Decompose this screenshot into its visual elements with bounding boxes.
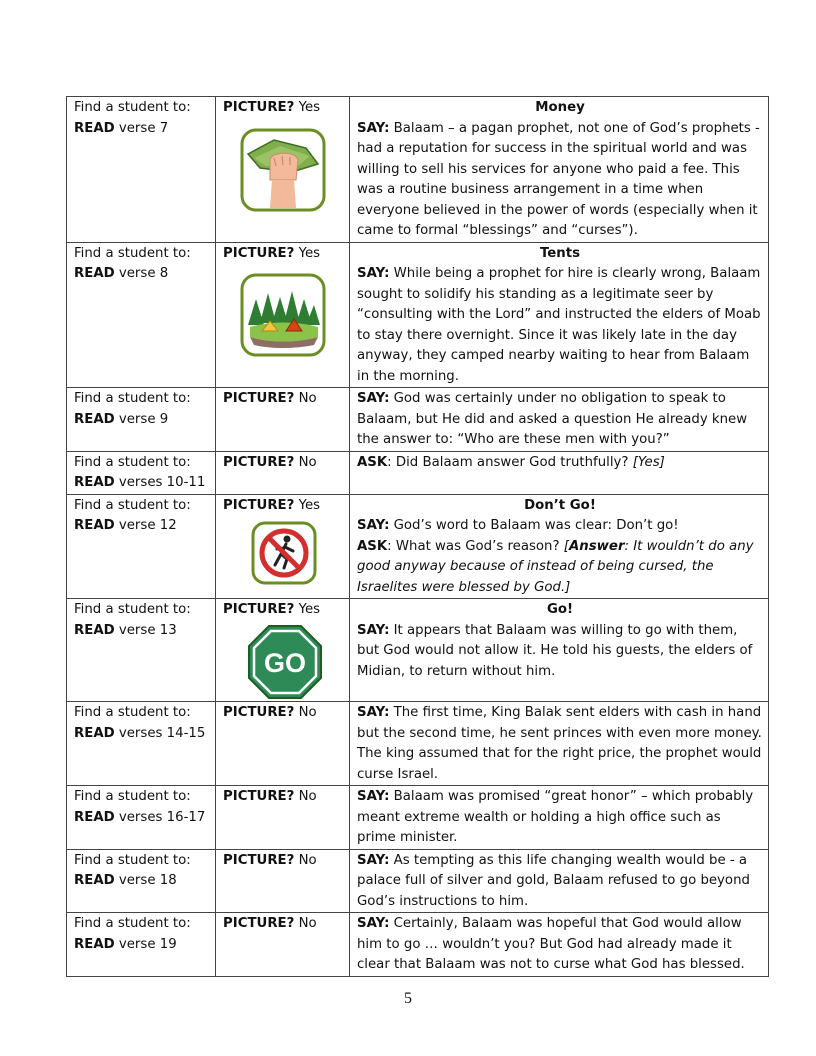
- ask-answer: [Yes]: [632, 454, 665, 470]
- find-label: Find a student to:: [74, 454, 191, 470]
- picture-cell: [216, 97, 350, 243]
- picture-cell: [216, 451, 350, 494]
- picture-label: PICTURE?: [223, 391, 295, 406]
- verse-ref: verse 18: [114, 873, 177, 888]
- table-row: [67, 388, 769, 452]
- content-cell: [350, 97, 769, 243]
- say-text: God’s word to Balaam was clear: Don’t go!: [389, 518, 679, 533]
- verse-ref: verses 14-15: [114, 725, 206, 741]
- answer-text: : It wouldn’t do any good anyway because of instead of being cursed, the Israelites were blessed by God.]: [357, 538, 754, 595]
- read-label: READ: [74, 622, 115, 638]
- say-text: Balaam – a pagan prophet, not one of God’s prophets - had a reputation for success in the spiritual world and was willing to sell his services for anyone who paid a fee. This was a routine business arrangement in a time when everyone believed in the power of words (especially when it came to formal “blessings” and “curses”).: [357, 120, 760, 238]
- page-number: 5: [404, 990, 412, 1007]
- table-row: [67, 451, 769, 494]
- say-text: It appears that Balaam was willing to go with them, but God would not allow it. He told his guests, the elders of Midian, to return without him.: [357, 622, 753, 679]
- say-text: The first time, King Balak sent elders with cash in hand but the second time, he sent princes with even more money. The king assumed that for the right price, the prophet would curse Israel.: [357, 705, 762, 782]
- picture-answer: No: [294, 454, 317, 470]
- verse-ref: verse 7: [114, 120, 169, 136]
- read-label: READ: [74, 266, 115, 281]
- find-label: Find a student to:: [74, 789, 191, 804]
- picture-label: PICTURE?: [223, 497, 295, 513]
- say-text: God was certainly under no obligation to speak to Balaam, but He did and asked a question He already knew the answer to: “Who are these men with you?”: [357, 391, 748, 447]
- table-row: [67, 786, 769, 850]
- content-cell: [350, 913, 769, 977]
- say-label: SAY:: [357, 391, 390, 406]
- find-label: Find a student to:: [74, 916, 191, 931]
- picture-cell: [216, 786, 350, 850]
- content-cell: [350, 599, 769, 702]
- picture-label: PICTURE?: [223, 245, 295, 261]
- read-label: READ: [74, 936, 115, 952]
- ask-text: : What was God’s reason?: [387, 538, 564, 554]
- find-label: Find a student to:: [74, 100, 191, 115]
- picture-label: PICTURE?: [223, 789, 295, 804]
- table-row: [67, 97, 769, 243]
- picture-answer: No: [294, 391, 317, 406]
- verse-ref: verses 16-17: [114, 809, 206, 825]
- content-cell: [350, 702, 769, 786]
- money-icon: [240, 128, 326, 212]
- read-label: READ: [74, 475, 115, 490]
- say-label: SAY:: [357, 266, 390, 281]
- verse-ref: verse 9: [114, 411, 169, 427]
- answer-label: Answer: [568, 538, 625, 554]
- reader-cell: [67, 451, 216, 494]
- find-label: Find a student to:: [74, 602, 191, 617]
- ask-label: ASK: [357, 454, 388, 470]
- find-label: Find a student to:: [74, 245, 191, 261]
- content-cell: [350, 849, 769, 913]
- read-label: READ: [74, 411, 115, 427]
- answer-open: [: [563, 538, 569, 554]
- reader-cell: [67, 786, 216, 850]
- go-sign-text: GO: [263, 647, 307, 678]
- picture-label: PICTURE?: [223, 916, 295, 931]
- picture-cell: [216, 849, 350, 913]
- picture-label: PICTURE?: [223, 454, 295, 470]
- picture-label: PICTURE?: [223, 602, 295, 617]
- reader-cell: [67, 97, 216, 243]
- table-row: [67, 242, 769, 388]
- say-label: SAY:: [357, 852, 390, 868]
- picture-cell: [216, 913, 350, 977]
- say-label: SAY:: [357, 916, 390, 931]
- section-title: Tents: [539, 245, 581, 261]
- table-row: [67, 702, 769, 786]
- picture-answer: Yes: [294, 245, 321, 261]
- say-text: Balaam was promised “great honor” – which probably meant extreme wealth or holding a high office such as prime minister.: [357, 789, 754, 845]
- picture-cell: [216, 494, 350, 599]
- verse-ref: verse 13: [114, 622, 177, 638]
- content-cell: [350, 242, 769, 388]
- say-label: SAY:: [357, 120, 390, 136]
- picture-cell: [216, 599, 350, 702]
- content-cell: [350, 786, 769, 850]
- go-sign-icon: [247, 624, 323, 700]
- find-label: Find a student to:: [74, 497, 191, 513]
- picture-answer: Yes: [294, 100, 321, 115]
- picture-label: PICTURE?: [223, 852, 295, 868]
- picture-answer: Yes: [294, 602, 321, 617]
- table-row: [67, 913, 769, 977]
- reader-cell: [67, 242, 216, 388]
- verse-ref: verse 12: [114, 518, 177, 533]
- ask-label: ASK: [357, 538, 388, 554]
- say-text: Certainly, Balaam was hopeful that God would allow him to go … wouldn’t you? But God had already made it clear that Balaam was not to curse what God has blessed.: [357, 916, 745, 972]
- say-text: As tempting as this life changing wealth would be - a palace full of silver and gold, Balaam refused to go beyond God’s instructions to him.: [357, 852, 750, 909]
- table-row: [67, 599, 769, 702]
- say-label: SAY:: [357, 789, 390, 804]
- reader-cell: [67, 494, 216, 599]
- reader-cell: [67, 702, 216, 786]
- content-cell: [350, 494, 769, 599]
- read-label: READ: [74, 873, 115, 888]
- read-label: READ: [74, 518, 115, 533]
- find-label: Find a student to:: [74, 705, 191, 720]
- verse-ref: verses 10-11: [114, 475, 206, 490]
- picture-cell: [216, 242, 350, 388]
- find-label: Find a student to:: [74, 852, 191, 868]
- section-title: Don’t Go!: [524, 497, 596, 513]
- picture-cell: [216, 388, 350, 452]
- verse-ref: verse 8: [114, 266, 169, 281]
- picture-answer: No: [294, 705, 317, 720]
- table-row: [67, 849, 769, 913]
- content-cell: [350, 451, 769, 494]
- find-label: Find a student to:: [74, 391, 191, 406]
- section-title: Money: [535, 100, 585, 115]
- picture-answer: Yes: [294, 497, 321, 513]
- picture-answer: No: [294, 852, 317, 868]
- picture-label: PICTURE?: [223, 705, 295, 720]
- read-label: READ: [74, 725, 115, 741]
- reader-cell: [67, 599, 216, 702]
- table-row: [67, 494, 769, 599]
- picture-answer: No: [294, 916, 317, 931]
- reader-cell: [67, 388, 216, 452]
- lesson-table: [66, 96, 769, 977]
- section-title: Go!: [546, 602, 574, 617]
- no-walking-icon: [251, 521, 317, 585]
- say-label: SAY:: [357, 518, 390, 533]
- read-label: READ: [74, 809, 115, 825]
- say-label: SAY:: [357, 705, 390, 720]
- reader-cell: [67, 913, 216, 977]
- verse-ref: verse 19: [114, 936, 177, 952]
- content-cell: [350, 388, 769, 452]
- picture-cell: [216, 702, 350, 786]
- read-label: READ: [74, 120, 115, 136]
- picture-answer: No: [294, 789, 317, 804]
- say-text: While being a prophet for hire is clearly wrong, Balaam sought to solidify his standing as a legitimate seer by “consulting with the Lord” and instructed the elders of Moab to stay there overnight. Since it was likely late in the day anyway, they camped nearby waiting to hear from Balaam in the morning.: [357, 266, 761, 384]
- tents-icon: [240, 273, 326, 357]
- say-label: SAY:: [357, 622, 390, 638]
- ask-text: : Did Balaam answer God truthfully?: [387, 454, 633, 470]
- reader-cell: [67, 849, 216, 913]
- picture-label: PICTURE?: [223, 100, 295, 115]
